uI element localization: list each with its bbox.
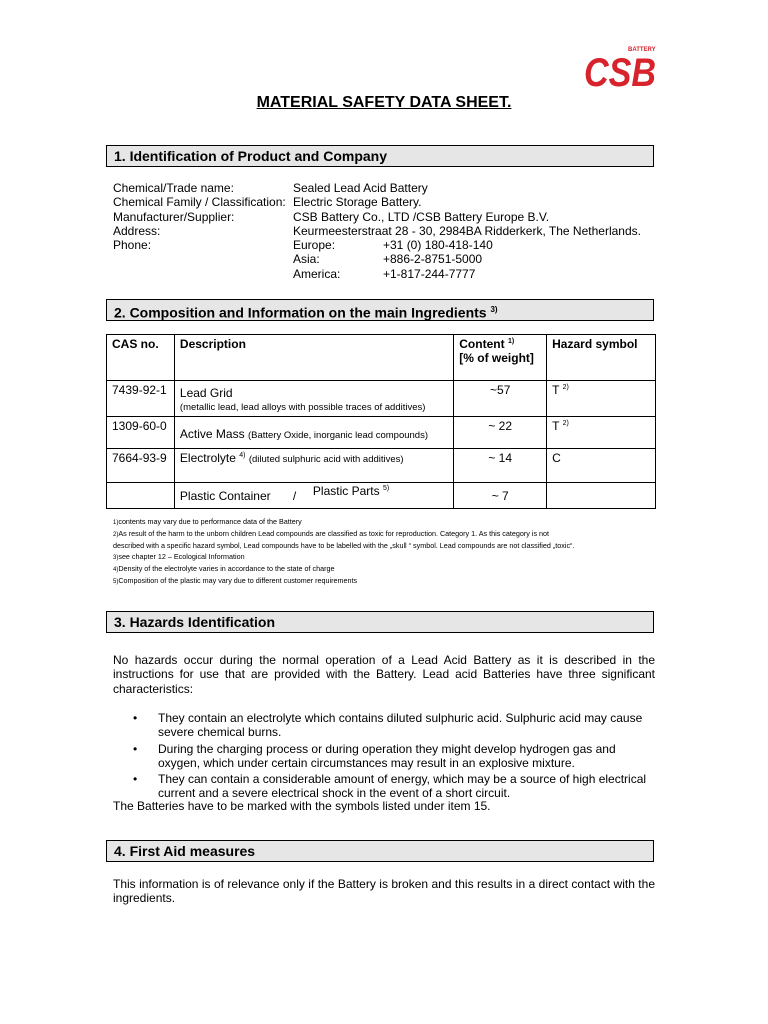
footnote-text: Composition of the plastic may vary due to different customer requirements: [118, 575, 358, 585]
cell-cas: 1309-60-0: [107, 417, 175, 449]
footnote-num: 2): [113, 531, 119, 538]
cell-cas: 7439-92-1: [107, 381, 175, 417]
cell-hazard: [547, 483, 656, 509]
desc-sup: 4): [239, 452, 246, 459]
csb-battery-logo: [584, 44, 658, 88]
desc-extra-sup: 5): [382, 485, 390, 492]
cell-description: [174, 417, 453, 449]
id-row-address: [113, 224, 661, 238]
id-label: Manufacturer/Supplier:: [113, 209, 235, 224]
footnote-text: described with a specific hazard symbol, Lead compounds have to be labelled with the „skull “ symbol. Lead compounds are not classified „toxic“.: [113, 540, 575, 550]
content-header-sup: 1): [507, 338, 515, 345]
id-value: CSB Battery Co., LTD /CSB Battery Europe B.V.: [293, 209, 550, 224]
cell-description: [174, 449, 453, 483]
desc-note: (diluted sulphuric acid with additives): [248, 454, 404, 465]
footnote: [113, 517, 673, 529]
cell-description: [174, 381, 453, 417]
col-header-content: [454, 335, 547, 381]
hazard-symbol: T: [552, 419, 560, 433]
cell-content: ~ 14: [454, 449, 547, 483]
cell-content: ~ 7: [454, 483, 547, 509]
footnote: [113, 541, 673, 553]
col-header-cas: CAS no.: [107, 335, 175, 381]
desc-separator: /: [292, 489, 297, 503]
phone-number: +886-2-8751-5000: [383, 252, 483, 267]
section-4-heading-text: 4. First Aid measures: [114, 843, 256, 859]
first-aid-text: This information is of relevance only if the Battery is broken and this results in a direct contact with the ingredients.: [113, 877, 655, 906]
desc-main: Lead Grid: [179, 386, 233, 400]
id-value: Electric Storage Battery.: [293, 195, 422, 210]
bullet-icon: •: [133, 741, 138, 756]
footnote-num: 1): [113, 520, 119, 526]
footnote-num: 5): [113, 578, 119, 585]
bullet-icon: •: [133, 711, 138, 725]
list-item-text: During the charging process or during operation they might develop hydrogen gas and oxygen, which under certain circumstances may result in an explosive mixture.: [158, 741, 616, 770]
desc-main: Plastic Container: [179, 489, 271, 503]
id-label: Chemical Family / Classification:: [113, 195, 286, 210]
bullet-icon: •: [133, 772, 138, 787]
section-3-heading: [106, 611, 654, 633]
list-item-text: They can contain a considerable amount of energy, which may be a source of high electrical current and a severe electrical shock in the event of a short circuit.: [158, 772, 647, 801]
phone-number: +1-817-244-7777: [383, 266, 476, 281]
footnote-text: As result of the harm to the unborn children Lead compounds are classified as toxic for reproduction. Category 1. As this category is not: [118, 528, 550, 538]
phone-region: America:: [293, 266, 341, 281]
list-item: [113, 711, 658, 740]
id-value: Sealed Lead Acid Battery: [293, 181, 428, 195]
list-item: [113, 742, 658, 771]
table-row: [107, 449, 656, 483]
cell-content: ~ 22: [454, 417, 547, 449]
phone-region: Asia:: [293, 252, 320, 267]
table-row: [107, 417, 656, 449]
hazard-sup: 2): [562, 420, 569, 427]
list-item: [113, 772, 658, 801]
desc-main: Active Mass: [179, 427, 245, 441]
footnote-text: contents may vary due to performance data of the Battery: [118, 517, 302, 526]
hazards-intro: No hazards occur during the normal operation of a Lead Acid Battery as it is described in the instructions for use that are provided with the Battery. Lead acid Batteries have three significant characteristics:: [113, 653, 655, 696]
cell-hazard: C: [547, 449, 656, 483]
cell-cas: [107, 483, 175, 509]
id-row-manufacturer: [113, 210, 661, 224]
section-2-heading-sup: 3): [490, 305, 498, 314]
table-row: [107, 483, 656, 509]
desc-note: (Battery Oxide, inorganic lead compounds): [247, 430, 429, 441]
logo-small-text: BATTERY: [628, 47, 656, 53]
id-value: Keurmeesterstraat 28 - 30, 2984BA Ridderkerk, The Netherlands.: [293, 223, 641, 238]
footnote-num: 4): [113, 567, 119, 574]
hazard-symbol: T: [552, 383, 560, 397]
desc-note: (metallic lead, lead alloys with possible traces of additives): [179, 402, 426, 413]
hazard-sup: 2): [562, 384, 569, 391]
section-2-heading-text: 2. Composition and Information on the main Ingredients: [114, 304, 487, 321]
id-row-phone-asia: [113, 252, 661, 266]
phone-region: Europe:: [293, 238, 336, 253]
cell-hazard: [547, 381, 656, 417]
id-label: Address:: [113, 223, 161, 238]
footnote: [113, 552, 673, 564]
footnote-text: Density of the electrolyte varies in accordance to the state of charge: [118, 564, 335, 574]
hazards-closing: The Batteries have to be marked with the symbols listed under item 15.: [113, 799, 491, 813]
cell-hazard: [547, 417, 656, 449]
col-header-hazard: Hazard symbol: [547, 335, 656, 381]
footnote-num: 3): [113, 555, 119, 562]
table-header-row: [107, 335, 656, 381]
hazards-list: [113, 711, 658, 803]
section-1-heading-text: 1. Identification of Product and Company: [114, 148, 388, 164]
desc-extra: Plastic Parts: [312, 484, 380, 498]
footnote: [113, 529, 673, 541]
desc-main: Electrolyte: [179, 451, 236, 465]
col-header-description: Description: [174, 335, 453, 381]
cell-description: [174, 483, 453, 509]
id-row-phone-europe: [113, 238, 661, 252]
footnote-text: see chapter 12 – Ecological Information: [118, 552, 245, 562]
phone-number: +31 (0) 180-418-140: [383, 238, 493, 253]
document-title: MATERIAL SAFETY DATA SHEET.: [256, 94, 512, 111]
phone-label: Phone:: [113, 238, 152, 253]
id-label: Chemical/Trade name:: [113, 181, 234, 195]
footnotes: [113, 517, 673, 588]
section-3-heading-text: 3. Hazards Identification: [114, 614, 276, 630]
ingredients-table: [106, 334, 656, 509]
id-row-phone-america: [113, 267, 661, 281]
content-header-line2: [% of weight]: [459, 351, 534, 365]
id-row-trade-name: [113, 181, 661, 195]
id-row-family: [113, 195, 661, 209]
section-2-heading: [106, 299, 654, 321]
footnote: [113, 576, 673, 588]
section-1-heading: [106, 145, 654, 167]
content-header-line1: Content: [459, 337, 505, 351]
table-row: [107, 381, 656, 417]
logo-brand-text: CSB: [584, 51, 656, 88]
section-4-heading: [106, 840, 654, 862]
list-item-text: They contain an electrolyte which contains diluted sulphuric acid. Sulphuric acid may cause severe chemical burns.: [158, 711, 643, 740]
cell-cas: 7664-93-9: [107, 449, 175, 483]
identification-block: [113, 181, 661, 281]
footnote: [113, 564, 673, 576]
cell-content: ~57: [454, 381, 547, 417]
